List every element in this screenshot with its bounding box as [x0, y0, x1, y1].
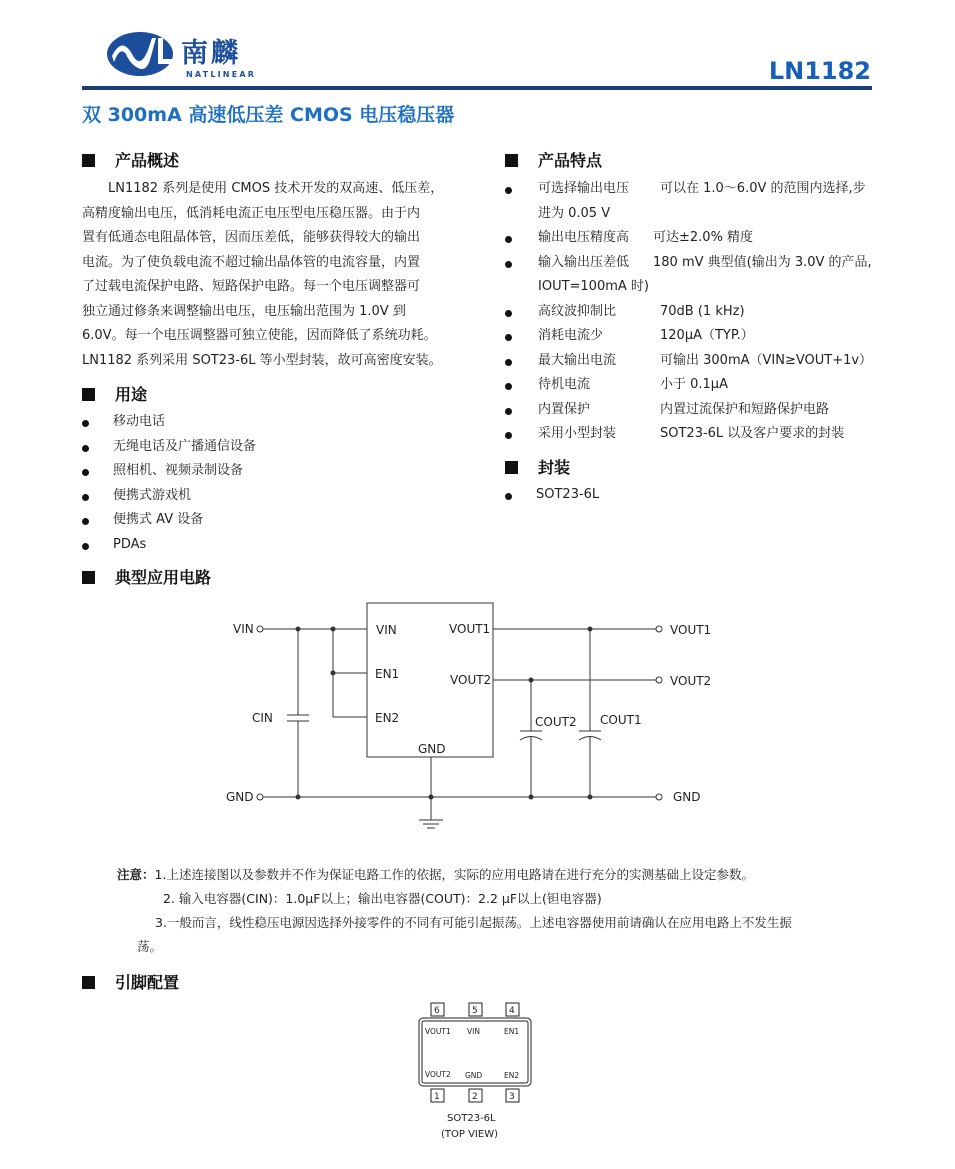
label-ic-en1: EN1 — [375, 667, 400, 681]
overview-line: 独立通过修条来调整输出电压，电压输出范围为 1.0V 到 — [82, 303, 406, 319]
features-list — [505, 177, 885, 447]
bullet-icon — [505, 359, 512, 366]
list-item: PDAs — [82, 533, 462, 558]
pin-number: 5 — [472, 1006, 478, 1016]
pin-number: 4 — [509, 1006, 515, 1016]
label-ic-gnd: GND — [418, 742, 446, 756]
bullet-icon — [505, 432, 512, 439]
bullet-icon — [505, 310, 512, 317]
vin-terminal-icon — [257, 626, 263, 632]
feature-item-continuation: IOUT=100mA 时) — [538, 279, 649, 294]
feature-item: 待机电流 小于 0.1μA — [505, 373, 885, 398]
section-square-icon — [505, 154, 518, 167]
overview-line: 电流。为了使负载电流不超过输出晶体管的电流容量，内置 — [82, 254, 421, 270]
section-square-icon — [82, 976, 95, 989]
list-item: 照相机、视频录制设备 — [82, 459, 462, 484]
note-label: 注意： — [117, 867, 155, 882]
label-ic-vout2: VOUT2 — [450, 673, 492, 687]
pinout-heading: 引脚配置 — [82, 970, 179, 993]
pin-number: 6 — [434, 1006, 440, 1016]
bullet-icon — [82, 543, 89, 550]
bullet-icon — [505, 383, 512, 390]
applications-list — [82, 410, 462, 557]
list-item: 便携式 AV 设备 — [82, 508, 462, 533]
label-out-vout2: VOUT2 — [670, 674, 712, 688]
list-item: 移动电话 — [82, 410, 462, 435]
note-line: 注意：1.上述连接图以及参数并不作为保证电路工作的依据，实际的应用电路请在进行充分的实测基础上设定参数。 — [117, 867, 754, 882]
overview-line: 置有低通态电阻晶体管，因而压差低，能够获得较大的输出 — [82, 230, 421, 245]
logo-english-name: NATLINEAR — [186, 70, 257, 79]
package-list — [505, 483, 805, 508]
bullet-icon — [505, 493, 512, 500]
feature-item: 消耗电流少 120μA（TYP.） — [505, 324, 885, 349]
bullet-icon — [82, 518, 89, 525]
part-number: LN1182 — [768, 57, 871, 85]
gnd-left-terminal-icon — [257, 794, 263, 800]
label-ic-vout1: VOUT1 — [449, 622, 491, 636]
pin-label-en1: EN1 — [504, 1027, 520, 1036]
pin-label-vout1: VOUT1 — [425, 1027, 451, 1036]
bullet-icon — [505, 261, 512, 268]
note-line: 2. 输入电容器(CIN)：1.0μF以上；输出电容器(COUT)：2.2 μF以上(钽电容器) — [163, 891, 602, 906]
feature-item-continuation: 进为 0.05 V — [538, 205, 611, 221]
pin-label-gnd: GND — [465, 1071, 483, 1080]
bullet-icon — [505, 236, 512, 243]
pin-number: 1 — [434, 1092, 440, 1102]
overview-line: 了过载电流保护电路、短路保护电路。每一个电压调整器可 — [82, 279, 421, 294]
gnd-right-terminal-icon — [656, 794, 662, 800]
pin-label-vout2: VOUT2 — [425, 1070, 451, 1079]
feature-item: 采用小型封装 SOT23-6L 以及客户要求的封装 — [505, 422, 885, 447]
features-heading: 产品特点 — [505, 148, 602, 171]
overview-line: 高精度输出电压，低消耗电流正电压型电压稳压器。由于内 — [82, 205, 421, 221]
bullet-icon — [82, 445, 89, 452]
bullet-icon — [82, 469, 89, 476]
label-cout2: COUT2 — [535, 715, 577, 729]
package-view-caption: (TOP VIEW) — [441, 1129, 498, 1140]
note-line: 3.一般而言，线性稳压电源因选择外接零件的不同有可能引起振荡。上述电容器使用前请确认在应用电路上不发生振 — [155, 915, 792, 930]
label-cout1: COUT1 — [600, 713, 642, 727]
section-square-icon — [82, 388, 95, 401]
note-line: 荡。 — [137, 939, 163, 954]
package-heading: 封装 — [505, 455, 570, 478]
document-title: 双 300mA 高速低压差 CMOS 电压稳压器 — [82, 104, 455, 126]
label-ic-en2: EN2 — [375, 711, 400, 725]
bullet-icon — [505, 408, 512, 415]
list-item: 无绳电话及广播通信设备 — [82, 435, 462, 460]
feature-item: 可选择输出电压 可以在 1.0～6.0V 的范围内选择,步 — [505, 177, 885, 202]
overview-heading: 产品概述 — [82, 148, 179, 171]
pin-label-vin: VIN — [467, 1027, 480, 1036]
junction-dots — [296, 627, 593, 800]
bullet-icon — [505, 334, 512, 341]
pin-number: 3 — [509, 1092, 515, 1102]
feature-item: 输出电压精度高 可达±2.0% 精度 — [505, 226, 885, 251]
list-item: SOT23-6L — [505, 483, 805, 508]
list-item: 便携式游戏机 — [82, 484, 462, 509]
feature-item: 输入输出压差低 180 mV 典型值(输出为 3.0V 的产品, — [505, 251, 885, 276]
bullet-icon — [82, 494, 89, 501]
header-rule — [82, 86, 872, 90]
section-square-icon — [82, 154, 95, 167]
circuit-heading: 典型应用电路 — [82, 565, 211, 588]
pin-number: 2 — [472, 1092, 478, 1102]
application-circuit-diagram — [0, 595, 955, 835]
overview-line: LN1182 系列是使用 CMOS 技术开发的双高速、低压差， — [108, 181, 444, 196]
label-ic-vin: VIN — [376, 623, 397, 637]
label-cin: CIN — [252, 711, 273, 725]
overview-line: LN1182 系列采用 SOT23-6L 等小型封装，故可高密度安装。 — [82, 352, 442, 368]
feature-item: 内置保护 内置过流保护和短路保护电路 — [505, 398, 885, 423]
logo-chinese-name: 南麟 — [181, 38, 241, 69]
section-square-icon — [82, 571, 95, 584]
vout2-terminal-icon — [656, 677, 662, 683]
vout1-terminal-icon — [656, 626, 662, 632]
overview-line: 6.0V。每一个电压调整器可独立使能，因而降低了系统功耗。 — [82, 328, 437, 343]
overview-paragraph — [82, 177, 472, 373]
bullet-icon — [505, 187, 512, 194]
sot23-pinout-diagram — [410, 1000, 545, 1145]
applications-heading: 用途 — [82, 382, 147, 405]
label-out-vout1: VOUT1 — [670, 623, 712, 637]
section-square-icon — [505, 461, 518, 474]
package-caption: SOT23-6L — [447, 1113, 496, 1124]
feature-item: 高纹波抑制比 70dB (1 kHz) — [505, 300, 885, 325]
notes-block — [117, 863, 887, 959]
label-gnd-right: GND — [673, 790, 701, 804]
label-gnd-left: GND — [226, 790, 254, 804]
pin-label-en2: EN2 — [504, 1071, 520, 1080]
feature-item: 最大输出电流 可输出 300mA（VIN≥VOUT+1v） — [505, 349, 885, 374]
label-vin: VIN — [233, 622, 254, 636]
bullet-icon — [82, 420, 89, 427]
